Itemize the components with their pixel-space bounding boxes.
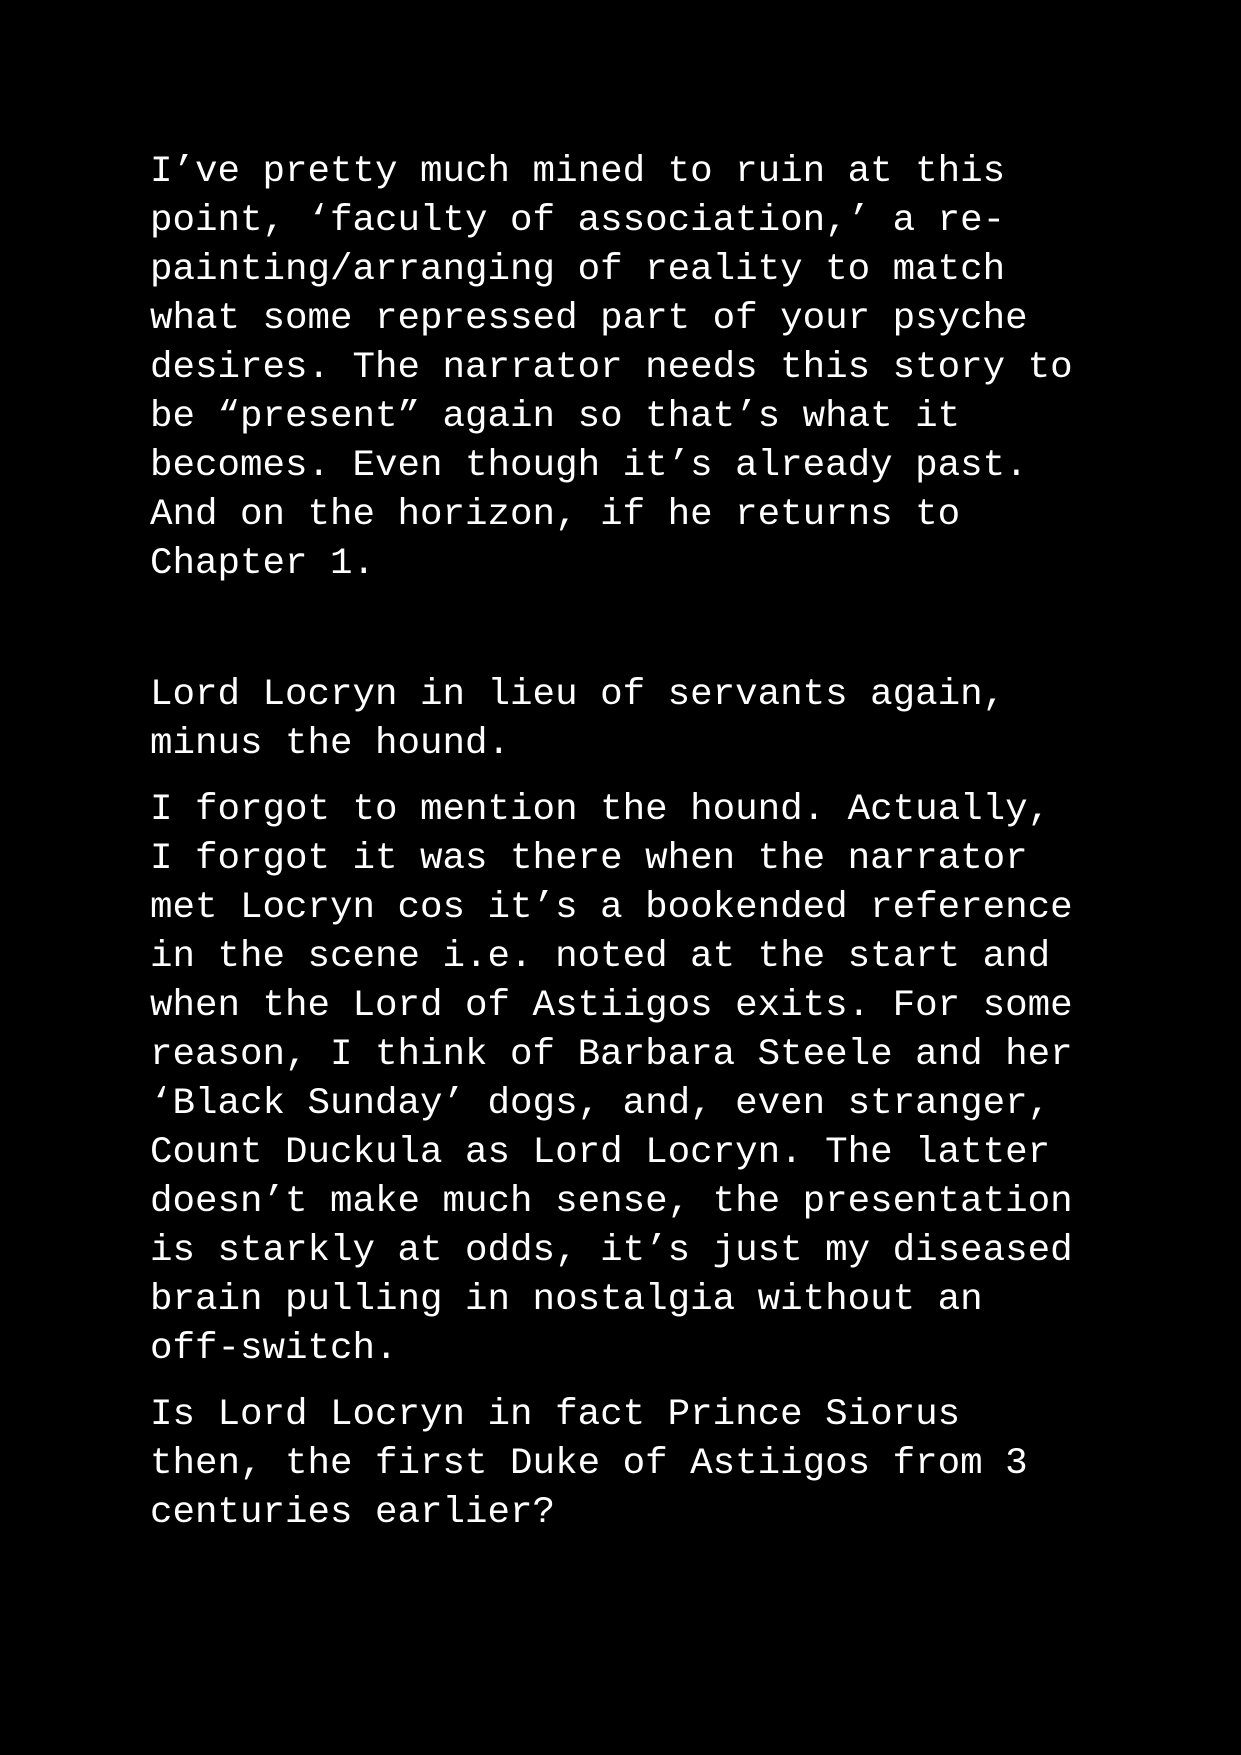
text-line: Is Lord Locryn in fact Prince Siorus [150,1394,961,1436]
text-line: I forgot it was there when the narrator [150,838,1028,880]
text-line: painting/arranging of reality to match [150,249,1006,291]
text-line: Chapter 1. [150,543,376,585]
text-line: be “present” again so that’s what it [150,396,961,438]
text-line: is starkly at odds, it’s just my diseased [150,1230,1073,1272]
text-line: point, ‘faculty of association,’ a re- [150,200,1006,242]
text-line: what some repressed part of your psyche [150,298,1028,340]
text-line: becomes. Even though it’s already past. [150,445,1028,487]
text-line: then, the first Duke of Astiigos from 3 [150,1443,1028,1485]
text-line: Count Duckula as Lord Locryn. The latter [150,1132,1051,1174]
paragraph-the-hound [150,786,1090,1374]
text-line: doesn’t make much sense, the presentation [150,1181,1073,1223]
text-line: met Locryn cos it’s a bookended reference [150,887,1073,929]
text-line: I forgot to mention the hound. Actually, [150,789,1051,831]
text-line: minus the hound. [150,723,511,765]
text-line: brain pulling in nostalgia without an [150,1279,983,1321]
text-line: when the Lord of Astiigos exits. For some [150,985,1073,1027]
text-line: And on the horizon, if he returns to [150,494,961,536]
text-line: off-switch. [150,1328,398,1370]
paragraph-faculty-of-association [150,148,1090,589]
text-line: centuries earlier? [150,1492,556,1534]
text-line: in the scene i.e. noted at the start and [150,936,1051,978]
text-line: desires. The narrator needs this story to [150,347,1073,389]
text-line: I’ve pretty much mined to ruin at this [150,151,1006,193]
paragraph-prince-siorus [150,1391,1090,1538]
paragraph-lord-locryn [150,671,1090,769]
text-line: reason, I think of Barbara Steele and her [150,1034,1073,1076]
text-line: Lord Locryn in lieu of servants again, [150,674,1006,716]
text-line: ‘Black Sunday’ dogs, and, even stranger, [150,1083,1051,1125]
document-page [150,148,1090,1538]
